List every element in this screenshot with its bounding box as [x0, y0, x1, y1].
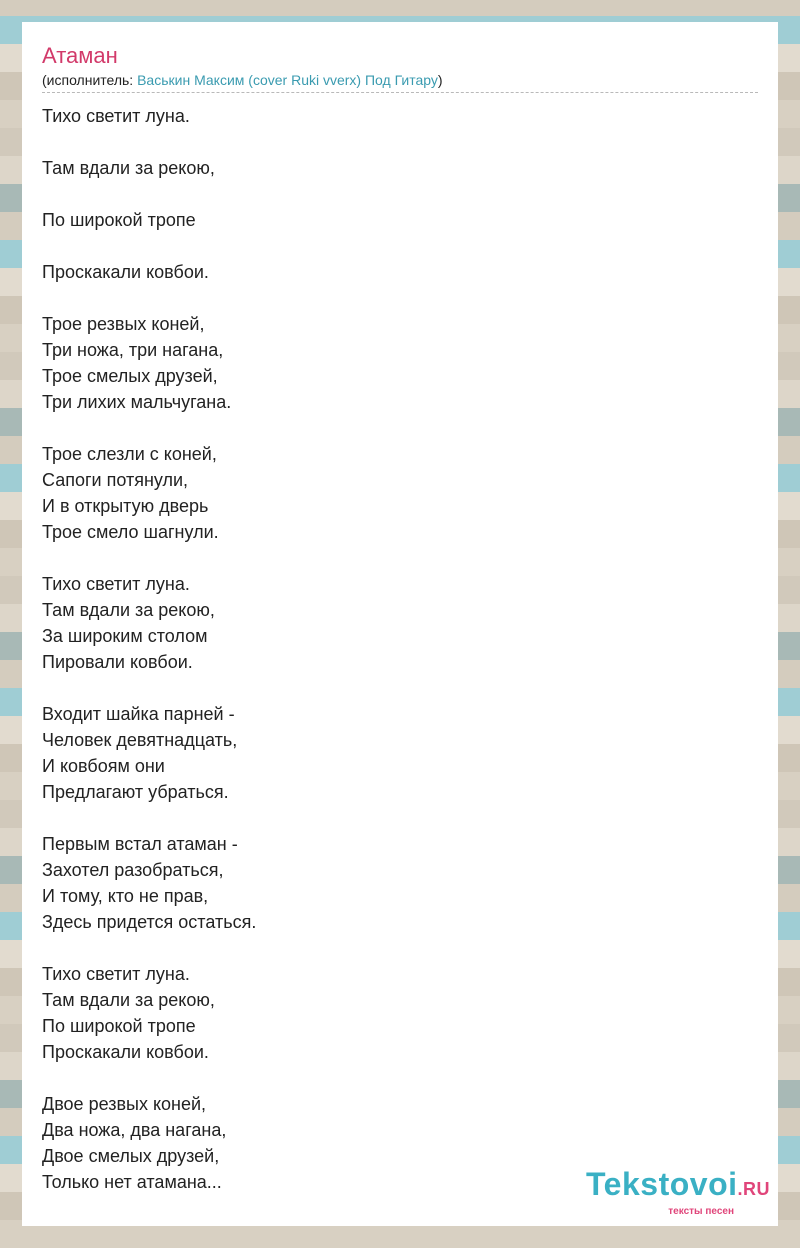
lyric-line: Трое смело шагнули. [42, 522, 219, 542]
lyric-line: Трое смелых друзей, [42, 366, 218, 386]
lyric-line: Только нет атамана... [42, 1172, 222, 1192]
lyric-line [42, 675, 758, 701]
lyric-line: Там вдали за рекою, [42, 990, 215, 1010]
song-meta [42, 70, 758, 93]
lyric-line [42, 1065, 758, 1091]
lyric-line: Захотел разобраться, [42, 860, 224, 880]
lyric-line [42, 935, 758, 961]
lyric-line: Человек девятнадцать, [42, 730, 238, 750]
logo-wordmark [586, 1167, 770, 1206]
lyric-line [42, 129, 758, 155]
lyric-line [42, 233, 758, 259]
lyric-line [42, 545, 758, 571]
lyric-line: Тихо светит луна. [42, 574, 190, 594]
lyric-line: Предлагают убраться. [42, 782, 229, 802]
lyric-line: Трое слезли с коней, [42, 444, 217, 464]
lyric-line: Двое резвых коней, [42, 1094, 207, 1114]
lyric-line: И в открытую дверь [42, 496, 209, 516]
lyric-line [42, 285, 758, 311]
meta-suffix: ) [437, 72, 443, 88]
lyric-line: Пировали ковбои. [42, 652, 193, 672]
lyric-line [42, 415, 758, 441]
lyric-line: Три ножа, три нагана, [42, 340, 224, 360]
lyric-line: Трое резвых коней, [42, 314, 205, 334]
lyric-line: Проскакали ковбои. [42, 1042, 209, 1062]
lyric-line: Двое смелых друзей, [42, 1146, 220, 1166]
site-logo[interactable] [586, 1167, 770, 1218]
lyric-line: И тому, кто не прав, [42, 886, 209, 906]
lyric-line: Проскакали ковбои. [42, 262, 209, 282]
meta-prefix: (исполнитель: [42, 72, 138, 88]
lyric-line: Первым встал атаман - [42, 834, 238, 854]
lyric-line [42, 805, 758, 831]
lyric-line: Там вдали за рекою, [42, 600, 215, 620]
lyric-line: По широкой тропе [42, 1016, 196, 1036]
lyric-line [42, 181, 758, 207]
lyric-line: Тихо светит луна. [42, 106, 190, 126]
lyrics-card [22, 22, 778, 1226]
lyric-line: Сапоги потянули, [42, 470, 189, 490]
lyrics-text [42, 103, 758, 1195]
lyric-line: Два ножа, два нагана, [42, 1120, 227, 1140]
lyric-line: Там вдали за рекою, [42, 158, 215, 178]
logo-tld: .RU [737, 1179, 770, 1199]
logo-tagline: тексты песен [668, 1206, 734, 1217]
logo-name: Tekstovoi [586, 1166, 738, 1202]
lyric-line: По широкой тропе [42, 210, 196, 230]
lyric-line: За широким столом [42, 626, 208, 646]
lyric-line: И ковбоям они [42, 756, 165, 776]
lyric-line: Три лихих мальчугана. [42, 392, 232, 412]
lyric-line: Тихо светит луна. [42, 964, 190, 984]
lyric-line: Здесь придется остаться. [42, 912, 257, 932]
lyric-line: Входит шайка парней - [42, 704, 235, 724]
song-title: Атаман [42, 43, 118, 68]
artist-link[interactable]: Васькин Максим (cover Ruki vverx) Под Гитару [137, 72, 438, 88]
